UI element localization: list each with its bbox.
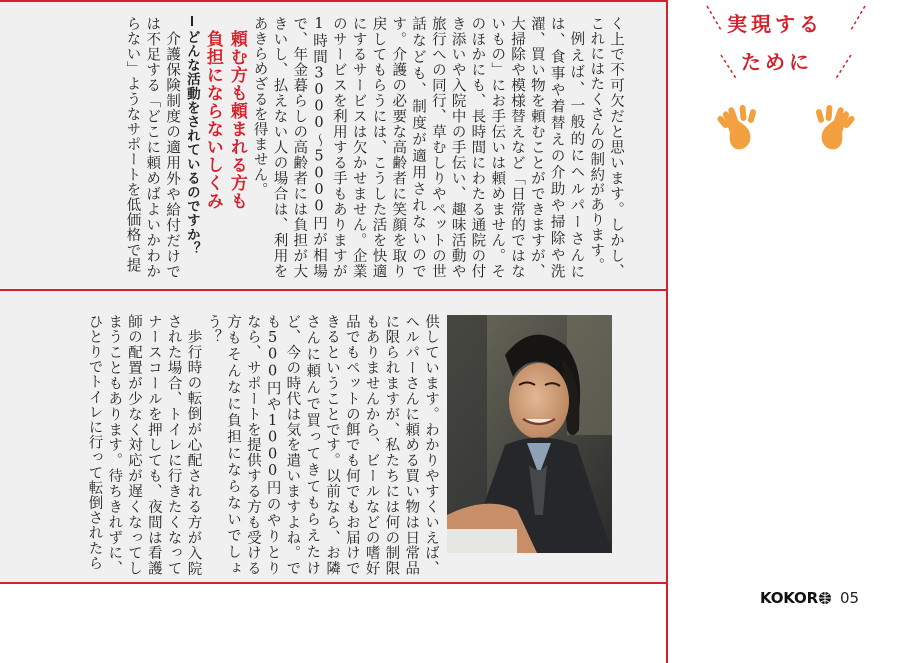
corner-title-line: 実現する	[727, 12, 823, 36]
section-heading	[201, 30, 249, 210]
globe-logo-icon	[818, 591, 832, 605]
interviewee-photo	[447, 315, 612, 553]
heading-line: 負担にならないしくみ	[202, 30, 223, 210]
page-number: 05	[839, 589, 860, 607]
corner-title-line: ために	[741, 50, 813, 74]
article-bottom-text	[60, 314, 440, 576]
paragraph: 供しています。わかりやすくいえば、ヘルパーさんに頼める買い物は日常品に限られますが、私たちには何の制限もありませんから、ビールなどの嗜好品でもペットの餌でも何でもお届けできるということです。以前なら、お隣さんに頼んで買ってきてもらえたけど、今の時代は気を遣いますよね。でも500円や1000円のやりとりなら、サポートを提供する方も受ける方もそんなに負担にならないでしょう？	[205, 314, 439, 576]
side-border	[666, 0, 668, 663]
paragraph: 介護保険制度の適用外や給付だけでは不足する「どこに頼めばよいかわからない」ようなサポートを低価格で提	[124, 16, 181, 279]
article-top-text	[60, 16, 625, 279]
corner-title	[701, 0, 871, 90]
paragraph: く上で不可欠だと思います。しかし、これにはたくさんの制約があります。	[588, 16, 624, 279]
interview-question: どんな活動をされているのですか？	[181, 16, 201, 279]
paragraph: 歩行時の転倒が心配される方が入院された場合、トイレに行きたくなってナースコールを押しても、夜間は看護師の配置が少なく対応が遅くなってしまうこともあります。待ちきれずに、ひとりでトイレに行って転倒されたら	[86, 314, 202, 576]
bottom-border	[0, 582, 668, 584]
hands-illustration-icon	[716, 101, 856, 153]
dash-mark	[191, 16, 193, 26]
page-footer	[760, 589, 859, 607]
heading-line: 頼む方も頼まれる方も	[226, 30, 247, 210]
magazine-logo: KOKOR	[760, 589, 832, 607]
top-border	[0, 0, 668, 2]
section-divider	[0, 289, 668, 291]
paragraph: 例えば、一般的にヘルパーさんには、食事や着替えの介助や掃除や洗濯、買い物を頼むことができますが、大掃除や模様替えなど「日常的ではないもの」にお手伝いは頼めません。そのほかにも、長時間にわたる通院の付き添いや入院中の手伝い、趣味活動や旅行への同行、草むしりやペットの世話なども、制度が適用されないのです。介護の必要な高齢者に笑顔を取り戻してもらうには、こうした活を快適にするサービスは欠かせません。企業のサービスを利用する手もありますが1時間3000～5000円が相場で、年金暮らしの高齢者には負担が大きいし、払えない人の場合は、利用をあきらめざるを得ません。	[251, 16, 585, 279]
